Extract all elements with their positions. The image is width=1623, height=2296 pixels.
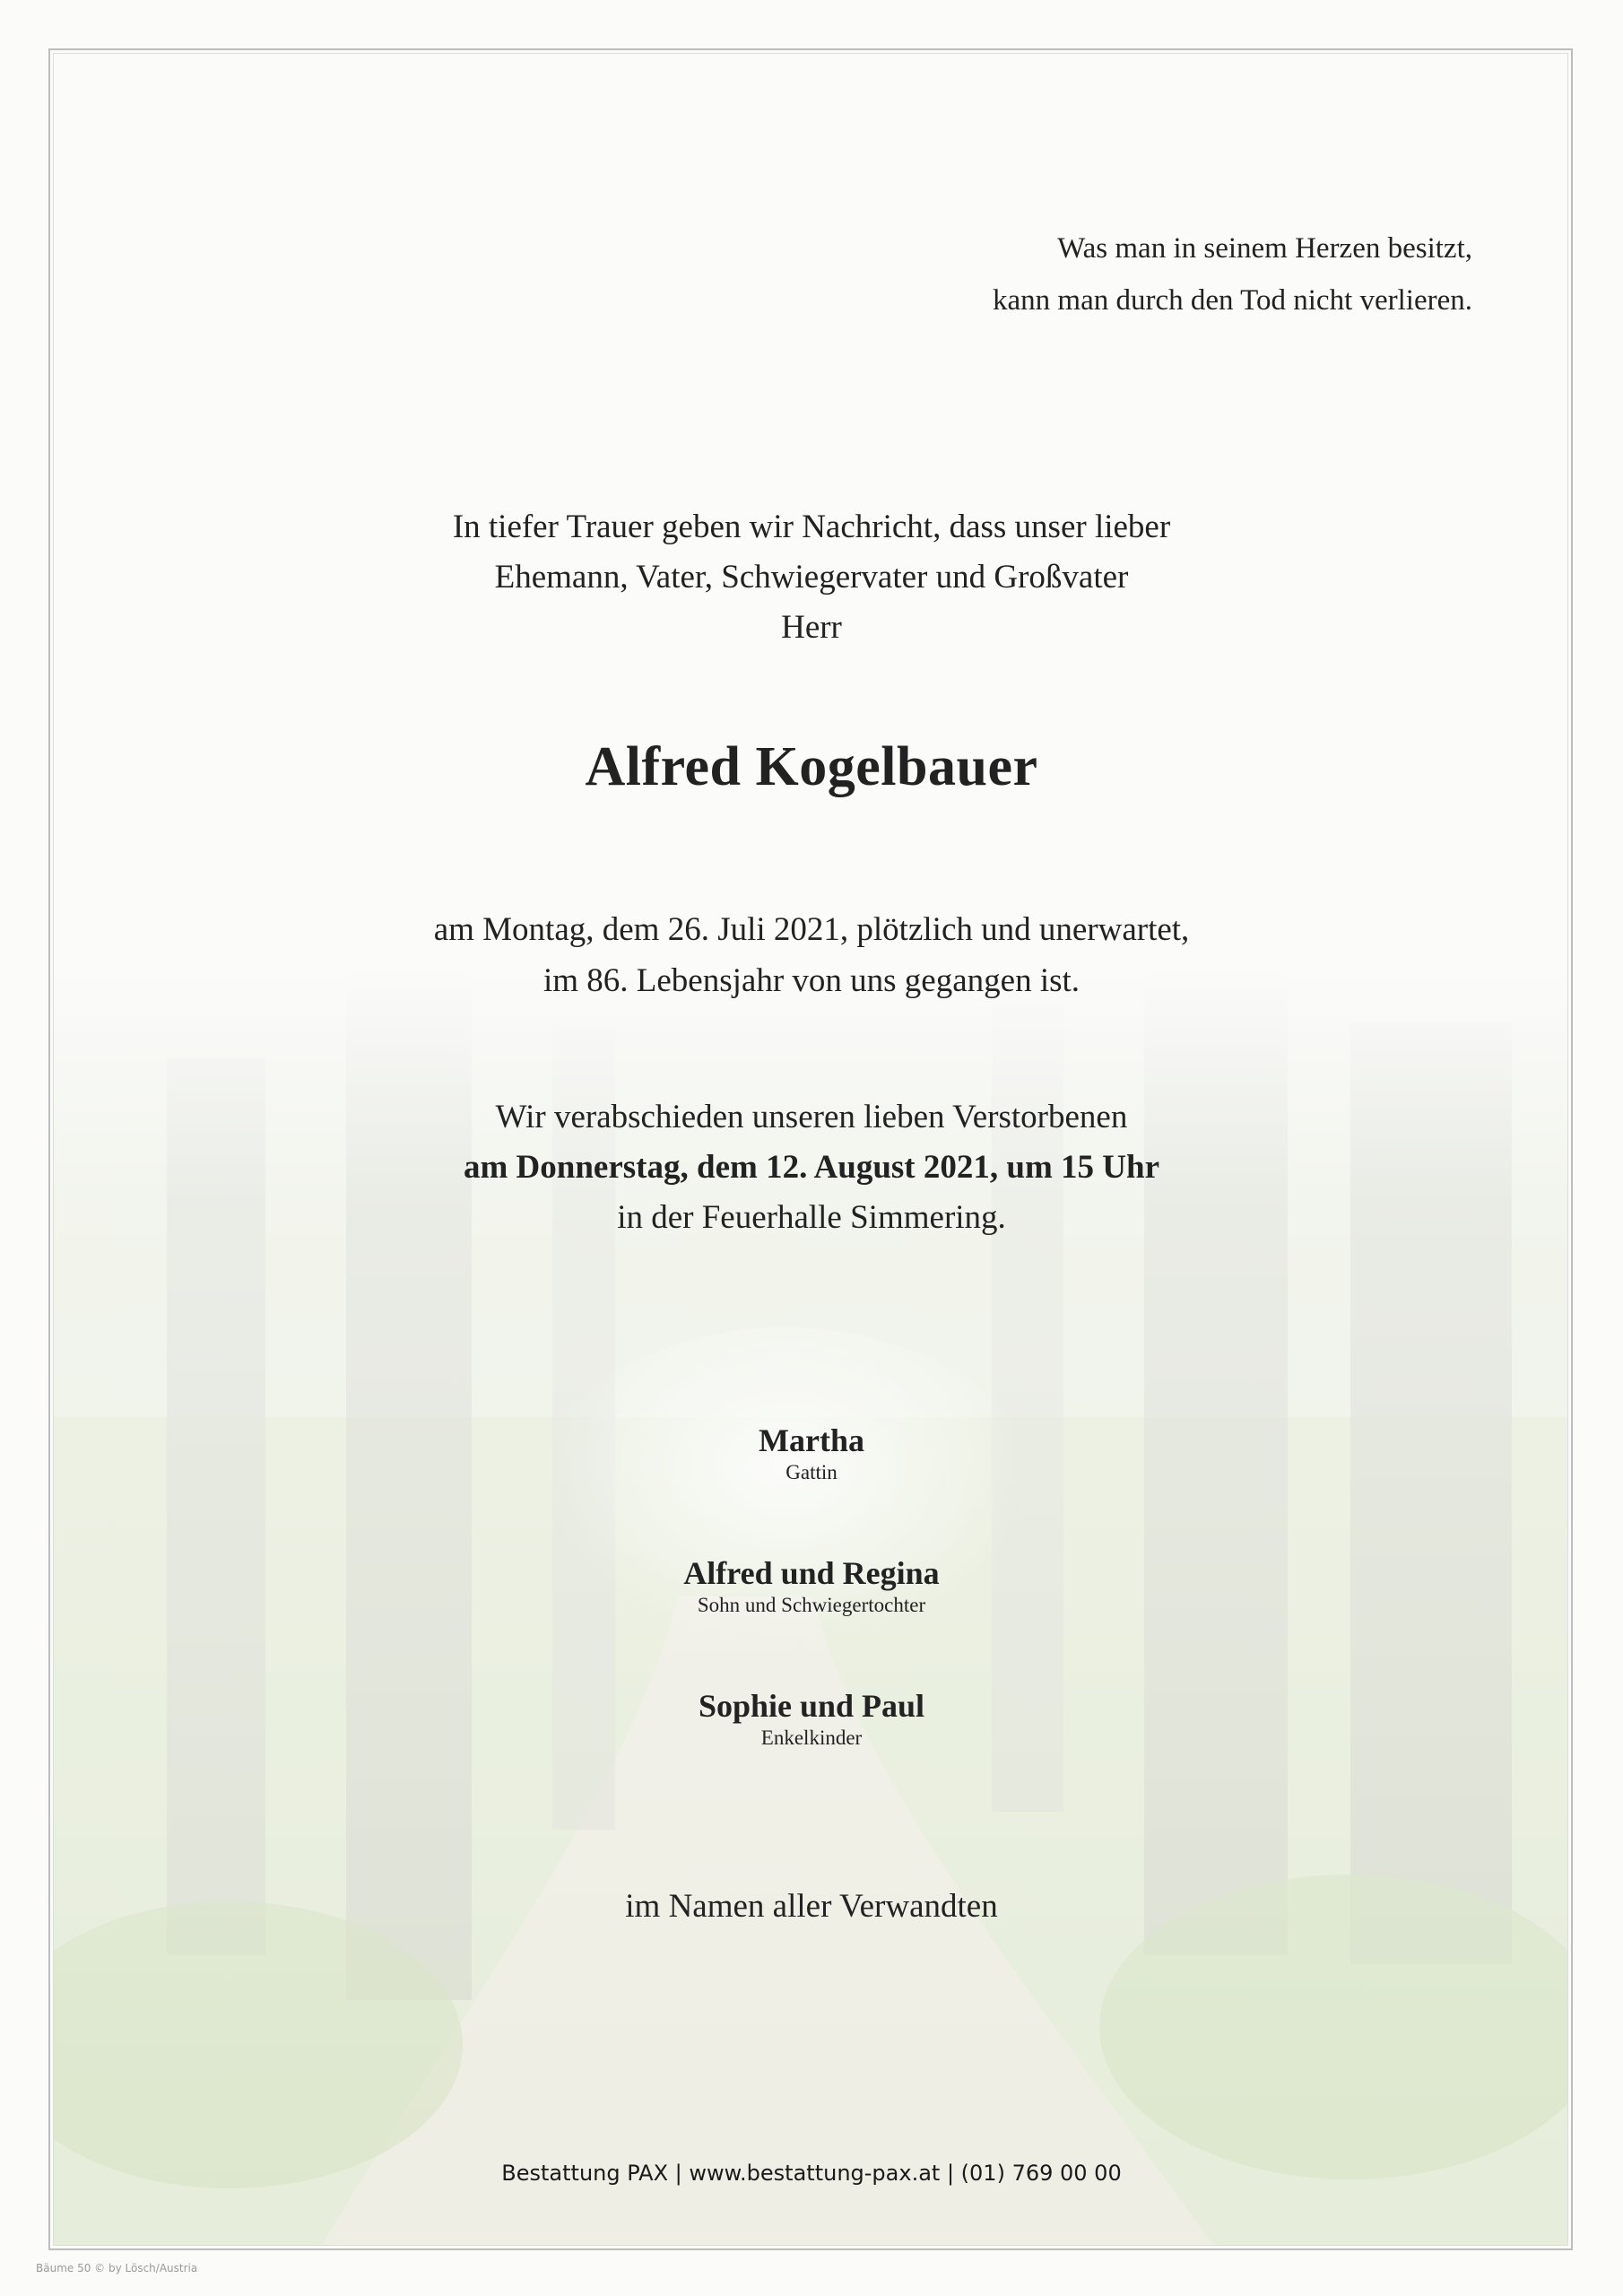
mourner-entry [0,1421,1623,1485]
intro-line-2: Ehemann, Vater, Schwiegervater und Großvater [494,559,1129,596]
mourner-name: Alfred und Regina [683,1555,940,1591]
mourner-name: Sophie und Paul [698,1688,925,1724]
image-credit: Bäume 50 © by Lösch/Austria [36,2262,198,2274]
mourner-relation: Sohn und Schwiegertochter [697,1594,926,1616]
quote-line-1: Was man in seinem Herzen besitzt, [1057,232,1472,265]
mourner-relation: Gattin [785,1461,838,1483]
intro-line-1: In tiefer Trauer geben wir Nachricht, dass unser lieber [452,509,1171,545]
death-line-1: am Montag, dem 26. Juli 2021, plötzlich und unerwartet, [433,911,1190,948]
service-line-1: Wir verabschieden unseren lieben Verstorbenen [495,1099,1128,1135]
death-line-2: im 86. Lebensjahr von uns gegangen ist. [542,962,1081,999]
funeral-home-footer: Bestattung PAX | www.bestattung-pax.at | (01) 769 00 00 [501,2161,1122,2186]
deceased-name: Alfred Kogelbauer [585,736,1038,797]
quote-line-2: kann man durch den Tod nicht verlieren. [993,284,1472,317]
intro-line-3: Herr [781,609,842,646]
announcement-intro [0,502,1623,653]
mourner-entry [0,1553,1623,1618]
epigraph-quote [993,222,1472,326]
death-details [0,904,1623,1006]
service-date-time: am Donnerstag, dem 12. August 2021, um 15 Uhr [463,1149,1159,1186]
mourner-entry [0,1686,1623,1751]
closing-line: im Namen aller Verwandten [625,1888,998,1925]
service-location: in der Feuerhalle Simmering. [617,1199,1006,1236]
mourner-name: Martha [759,1422,864,1458]
funeral-service-details [0,1092,1623,1243]
mourner-relation: Enkelkinder [760,1726,863,1749]
